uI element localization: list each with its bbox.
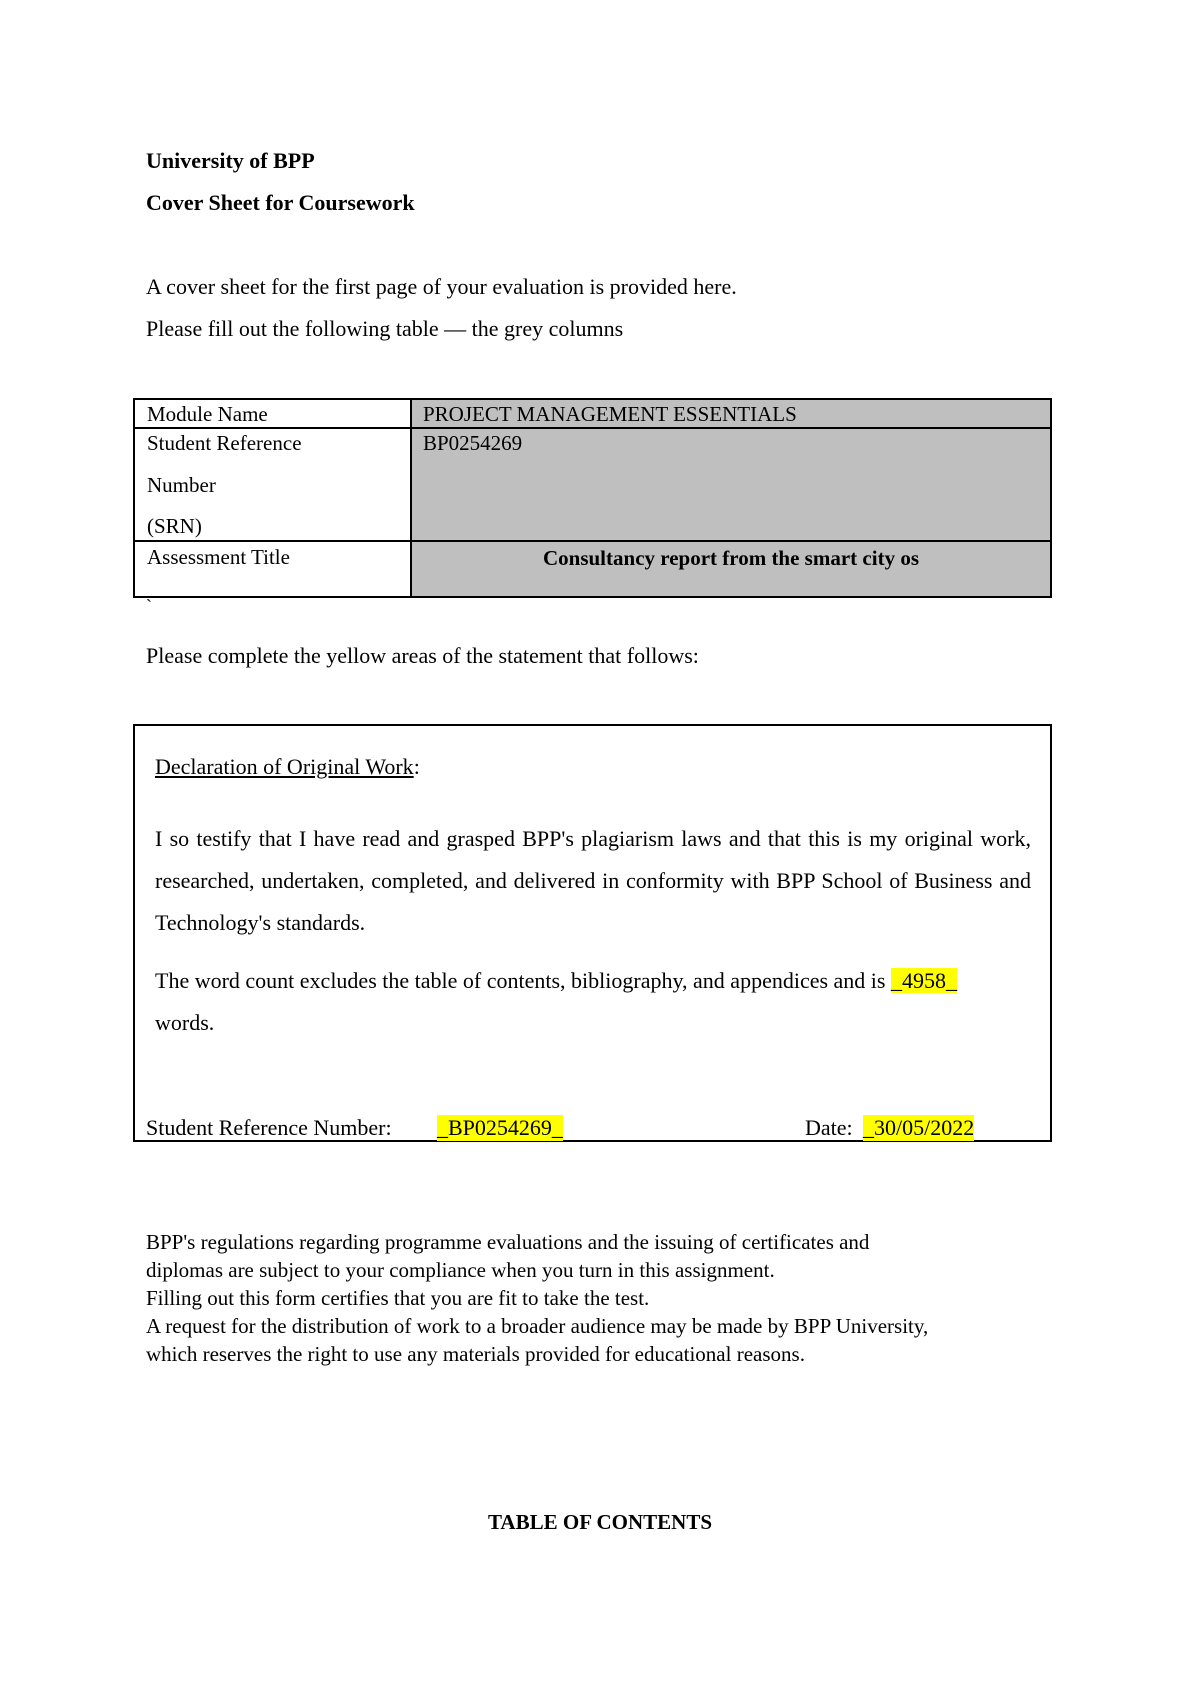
srn-label-line-1: Student Reference — [147, 431, 302, 455]
stray-tick-mark: ` — [146, 596, 152, 616]
info-table — [133, 398, 1052, 598]
module-name-label: Module Name — [147, 402, 268, 426]
assessment-title-label: Assessment Title — [147, 545, 290, 569]
srn-label-line-2: Number — [147, 473, 216, 497]
intro-line-1: A cover sheet for the first page of your evaluation is provided here. — [146, 274, 737, 299]
module-name-value: PROJECT MANAGEMENT ESSENTIALS — [423, 402, 797, 426]
regulations-line-3: Filling out this form certifies that you are fit to take the test. — [146, 1286, 650, 1310]
word-count-field[interactable]: _4958_ — [890, 968, 957, 993]
table-row-divider — [135, 540, 1050, 542]
regulations-line-1: BPP's regulations regarding programme evaluations and the issuing of certificates and — [146, 1230, 870, 1254]
intro-line-2: Please fill out the following table — the grey columns — [146, 316, 624, 341]
table-row-divider — [135, 427, 1050, 429]
cover-sheet-title: Cover Sheet for Coursework — [146, 190, 415, 215]
declaration-box — [133, 724, 1052, 1142]
srn-label-line-3: (SRN) — [147, 514, 202, 538]
declaration-srn-field[interactable]: _BP0254269_ — [437, 1115, 563, 1140]
university-title: University of BPP — [146, 148, 315, 173]
declaration-heading-colon: : — [413, 754, 420, 779]
table-of-contents-heading: TABLE OF CONTENTS — [487, 1510, 713, 1534]
srn-value: BP0254269 — [423, 431, 523, 455]
regulations-line-4: A request for the distribution of work to a broader audience may be made by BPP University, — [146, 1314, 929, 1338]
declaration-heading-text: Declaration of Original Work — [155, 754, 414, 779]
regulations-line-2: diplomas are subject to your compliance when you turn in this assignment. — [146, 1258, 775, 1282]
declaration-date-field[interactable]: _30/05/2022 — [863, 1115, 975, 1140]
instruction-text: Please complete the yellow areas of the statement that follows: — [146, 643, 699, 668]
word-count-prefix: The word count excludes the table of contents, bibliography, and appendices and is — [155, 968, 891, 993]
word-count-suffix: words. — [155, 1010, 215, 1035]
declaration-paragraph: I so testify that I have read and grasped BPP's plagiarism laws and that this is my original work, researched, undertaken, completed, and delivered in conformity with BPP School of Business and Technology's standards. — [155, 826, 1031, 935]
declaration-srn-label: Student Reference Number: — [146, 1115, 392, 1140]
regulations-text — [146, 1228, 1066, 1368]
declaration-date-label: Date: — [805, 1115, 853, 1140]
regulations-line-5: which reserves the right to use any materials provided for educational reasons. — [146, 1342, 805, 1366]
assessment-title-value: Consultancy report from the smart city os — [542, 546, 919, 570]
declaration-heading — [155, 754, 420, 780]
word-count-line — [155, 968, 957, 994]
